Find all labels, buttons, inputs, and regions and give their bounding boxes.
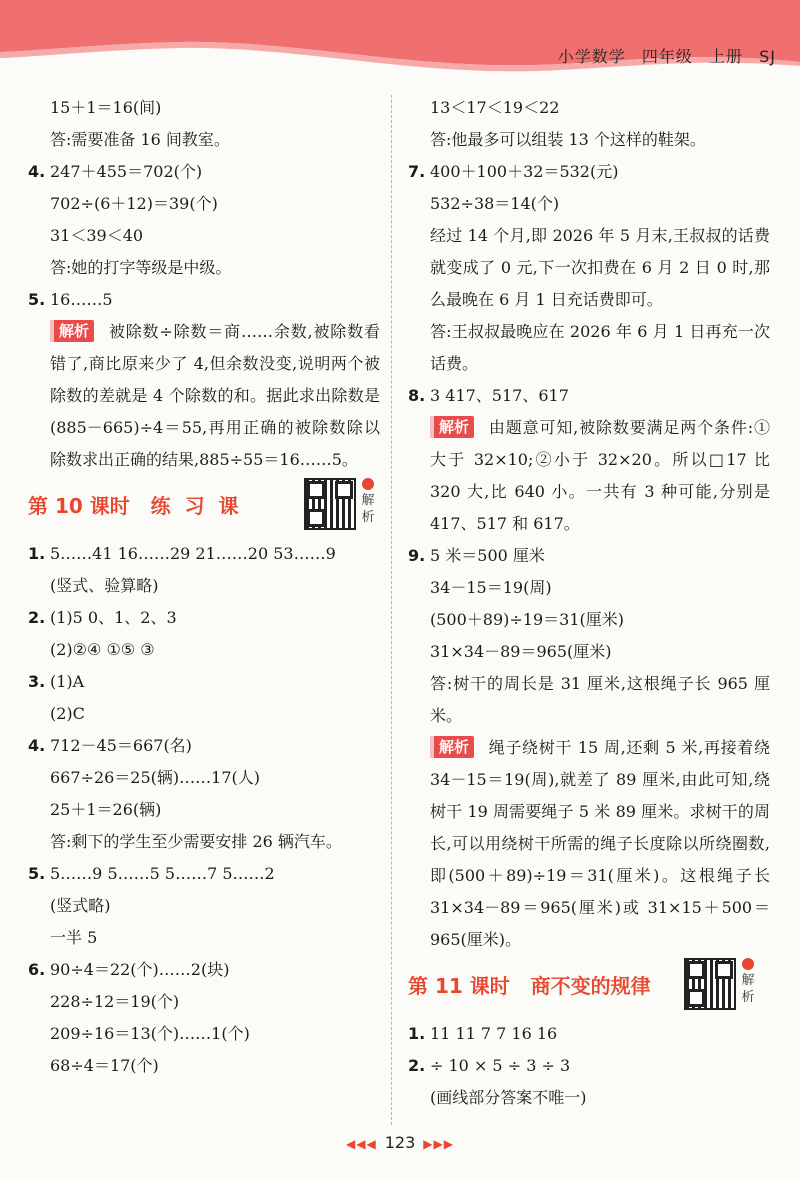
answer-line: 答:他最多可以组装 13 个这样的鞋架。: [430, 130, 706, 149]
analysis-tag: 解析: [430, 416, 474, 438]
exercise-5: 5. 5……9 5……5 5……7 5……2: [28, 858, 380, 890]
analysis-tag: 解析: [430, 736, 474, 758]
page-footer: [0, 1133, 800, 1152]
question-number: 2.: [28, 608, 46, 627]
question-number: 5.: [28, 864, 46, 883]
answer-line: (500＋89)÷19＝31(厘米): [430, 610, 624, 629]
page-header: [0, 0, 800, 95]
exercise-1: 1. 5……41 16……29 21……20 53……9: [28, 538, 380, 570]
question-number: 4.: [28, 736, 46, 755]
answer-line: 31＜39＜40: [50, 226, 144, 245]
answer-line: 209÷16＝13(个)……1(个): [50, 1024, 250, 1043]
header-subject: 小学数学: [557, 47, 626, 66]
answer-paragraph: 答:王叔叔最晚应在 2026 年 6 月 1 日再充一次话费。: [430, 322, 770, 373]
lesson-11-heading: [408, 956, 770, 1018]
qr-code-icon[interactable]: [684, 958, 736, 1010]
page-number: 123: [384, 1133, 416, 1152]
question-number: 1.: [408, 1024, 426, 1043]
answer-note: (画线部分答案不唯一): [430, 1088, 587, 1107]
answer-line: 15＋1＝16(间): [50, 98, 162, 117]
qr-code-icon[interactable]: [304, 478, 356, 530]
prev-arrows-icon: ◀◀◀: [346, 1137, 377, 1151]
answer-line: (竖式略): [50, 896, 111, 915]
question-number: 4.: [28, 162, 46, 181]
question-4: 4. 247＋455＝702(个): [28, 156, 380, 188]
header-edition: SJ: [759, 47, 776, 66]
question-number: 1.: [28, 544, 46, 563]
analysis-text: 由题意可知,被除数要满足两个条件:①大于 32×10;②小于 32×20。所以□17 比 320 大,比 640 小。一共有 3 种可能,分别是 417、517 和 617。: [430, 418, 770, 533]
question-number: 2.: [408, 1056, 426, 1075]
analysis-text: 被除数÷除数＝商……余数,被除数看错了,商比原来少了 4,但余数没变,说明两个被除数的差就是 4 个除数的和。据此求出除数是(885－665)÷4＝55,再用正确的被除数除以除数求出正确的结果,885÷55＝16……5。: [50, 322, 380, 469]
analysis-block: [408, 412, 770, 540]
question-8: 8. 3 417、517、617: [408, 380, 770, 412]
left-column: [28, 92, 380, 1082]
answer-line: (竖式、验算略): [50, 576, 159, 595]
answer-line: 25＋1＝26(辆): [50, 800, 162, 819]
question-9: 9. 5 米＝500 厘米: [408, 540, 770, 572]
question-number: 6.: [28, 960, 46, 979]
answer-line: 答:她的打字等级是中级。: [50, 258, 232, 277]
exercise-6: 6. 90÷4＝22(个)……2(块): [28, 954, 380, 986]
answer-line: 532÷38＝14(个): [430, 194, 560, 213]
answer-paragraph: 经过 14 个月,即 2026 年 5 月末,王叔叔的话费就变成了 0 元,下一次扣费在 6 月 2 日 0 时,那么最晚在 6 月 1 日充话费即可。: [430, 226, 770, 309]
question-number: 9.: [408, 546, 426, 565]
exercise-3: 3. (1)A: [28, 666, 380, 698]
answer-line: 68÷4＝17(个): [50, 1056, 159, 1075]
lesson-title: 第 10 课时 练 习 课: [28, 494, 239, 518]
answer-line: 答:需要准备 16 间教室。: [50, 130, 230, 149]
qr-label: 解析: [741, 973, 755, 1005]
play-arrow-icon: [742, 958, 754, 970]
exercise-2: 2. (1)5 0、1、2、3: [28, 602, 380, 634]
header-book-info: [558, 44, 776, 67]
exercise-4: 4. 712－45＝667(名): [28, 730, 380, 762]
question-number: 7.: [408, 162, 426, 181]
answer-line: 答:剩下的学生至少需要安排 26 辆汽车。: [50, 832, 342, 851]
answer-line: 667÷26＝25(辆)……17(人): [50, 768, 260, 787]
play-arrow-icon: [362, 478, 374, 490]
column-divider: [391, 95, 392, 1125]
answer-line: 228÷12＝19(个): [50, 992, 180, 1011]
header-grade: 四年级: [641, 47, 693, 66]
qr-label: 解析: [361, 493, 375, 525]
exercise-1: 1. 11 11 7 7 16 16: [408, 1018, 770, 1050]
question-number: 5.: [28, 290, 46, 309]
analysis-block: [408, 732, 770, 956]
answer-line: 34－15＝19(周): [430, 578, 552, 597]
question-number: 3.: [28, 672, 46, 691]
analysis-text: 绳子绕树干 15 周,还剩 5 米,再接着绕 34－15＝19(周),就差了 89 厘米,由此可知,绕树干 19 周需要绳子 5 米 89 厘米。求树干的周长,可以用绕树干所需的绳子长度除以所绕圈数,即(500＋89)÷19＝31(厘米)。这根绳子长 31×34－89＝965(厘米)或 31×15＋500＝965(厘米)。: [430, 738, 770, 949]
answer-line: (2)C: [50, 704, 85, 723]
exercise-2: 2. ÷ 10 × 5 ÷ 3 ÷ 3: [408, 1050, 770, 1082]
analysis-block: [28, 316, 380, 476]
answer-line: 13＜17＜19＜22: [430, 98, 560, 117]
question-number: 8.: [408, 386, 426, 405]
answer-line: (2)②④ ①⑤ ③: [50, 640, 155, 659]
header-volume: 上册: [709, 47, 744, 66]
question-5: 5. 16……5: [28, 284, 380, 316]
answer-line: 702÷(6＋12)＝39(个): [50, 194, 218, 213]
right-column: [408, 92, 770, 1114]
answer-line: 31×34－89＝965(厘米): [430, 642, 612, 661]
answer-paragraph: 答:树干的周长是 31 厘米,这根绳子长 965 厘米。: [430, 674, 770, 725]
next-arrows-icon: ▶▶▶: [423, 1137, 454, 1151]
question-7: 7. 400＋100＋32＝532(元): [408, 156, 770, 188]
analysis-tag: 解析: [50, 320, 94, 342]
answer-line: 一半 5: [50, 928, 98, 947]
lesson-10-heading: [28, 476, 380, 538]
lesson-title: 第 11 课时 商不变的规律: [408, 974, 651, 998]
